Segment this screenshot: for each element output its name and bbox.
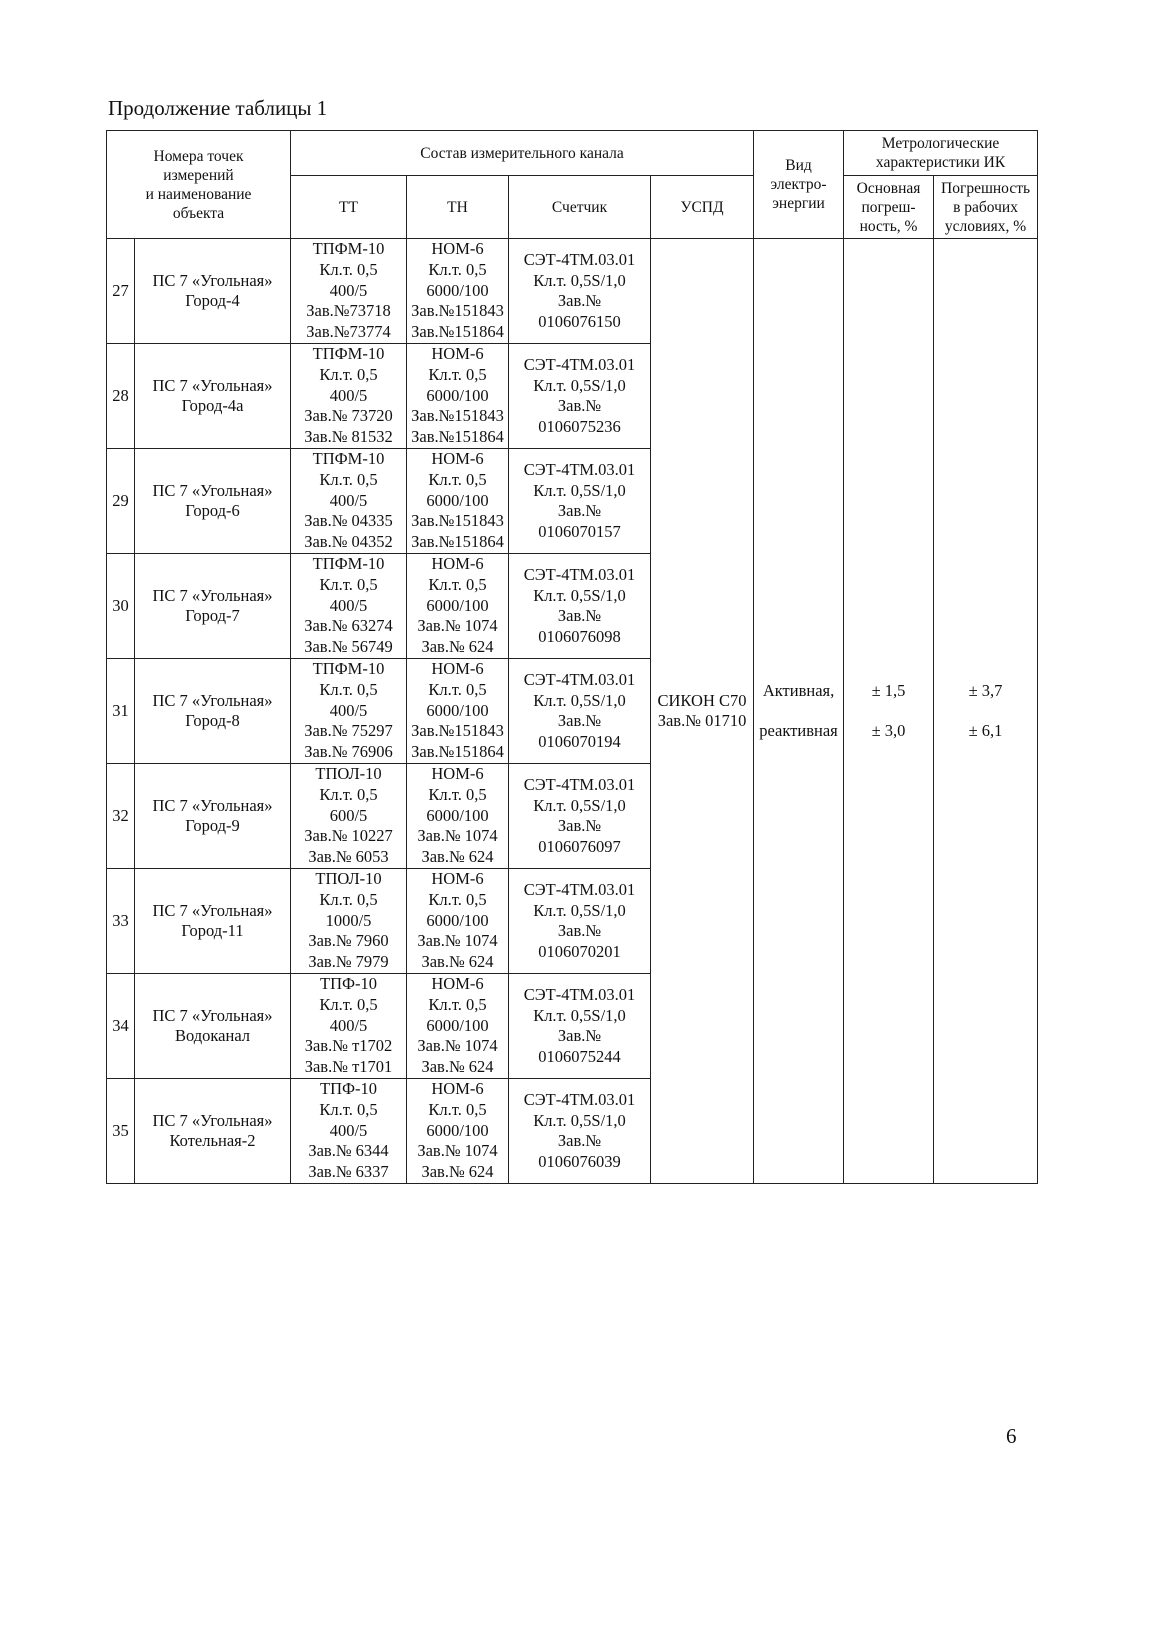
tt-cell-line: Зав.№ т1702 — [304, 1036, 393, 1056]
tn-cell-line: Зав.№ 624 — [421, 1162, 494, 1182]
header-points-line: объекта — [172, 204, 225, 222]
tt-cell-line: 400/5 — [329, 280, 368, 300]
meter-cell-line: СЭТ-4ТМ.03.01 — [523, 460, 636, 479]
header-energy-kind-line: Вид — [785, 157, 812, 174]
tn-cell-line: Зав.№151864 — [411, 742, 504, 762]
tn-cell-line: НОМ-6 — [431, 974, 484, 993]
meter-cell-line: Кл.т. 0,5S/1,0 — [533, 375, 626, 395]
meter-cell-line: Зав.№ — [557, 816, 602, 835]
tt-cell-line: Кл.т. 0,5 — [319, 784, 378, 804]
tn-cell — [407, 239, 509, 344]
header-points-line: и наименование — [145, 185, 252, 203]
header-basic-error-line: ность, % — [859, 217, 918, 235]
object-name-line: ПС 7 «Угольная» — [152, 900, 273, 920]
tt-cell-line: ТПФ-10 — [319, 1079, 378, 1098]
tt-cell-line: 400/5 — [329, 1120, 368, 1140]
tn-cell-line: Кл.т. 0,5 — [428, 574, 487, 594]
tt-cell — [291, 554, 407, 659]
header-basic-error — [844, 176, 934, 239]
meter-cell — [509, 449, 651, 554]
meter-cell-line: Кл.т. 0,5S/1,0 — [533, 585, 626, 605]
tn-cell-line: 6000/100 — [426, 1015, 489, 1035]
row-number: 35 — [107, 1079, 135, 1184]
tt-cell — [291, 1079, 407, 1184]
meter-cell-line: СЭТ-4ТМ.03.01 — [523, 775, 636, 794]
tt-cell — [291, 974, 407, 1079]
object-name — [135, 239, 291, 344]
tt-cell-line: ТПФМ-10 — [312, 554, 385, 573]
work-error-reactive: ± 6,1 — [968, 721, 1003, 740]
tn-cell-line: Зав.№ 1074 — [417, 931, 498, 951]
meter-cell-line: 0106076098 — [538, 626, 621, 646]
energy-kind-active: Активная, — [762, 680, 835, 700]
object-name-line: ПС 7 «Угольная» — [152, 1110, 273, 1130]
tt-cell-line: Зав.№ 6053 — [308, 847, 389, 867]
tn-cell-line: Зав.№151843 — [411, 721, 504, 741]
energy-kind-reactive: реактивная — [759, 721, 838, 740]
row-number: 31 — [107, 659, 135, 764]
tt-cell-line: Зав.№ 7979 — [308, 952, 389, 972]
meter-cell-line: Кл.т. 0,5S/1,0 — [533, 270, 626, 290]
object-name-line: ПС 7 «Угольная» — [152, 585, 273, 605]
uspd-cell-line: СИКОН С70 — [657, 690, 747, 710]
meter-cell-line: Кл.т. 0,5S/1,0 — [533, 1005, 626, 1025]
tt-cell-line: Зав.№ 7960 — [308, 931, 389, 951]
meter-cell-line: Зав.№ — [557, 501, 602, 520]
meter-cell-line: Кл.т. 0,5S/1,0 — [533, 690, 626, 710]
basic-error-cell — [844, 239, 934, 1184]
page-number: 6 — [1006, 1424, 1017, 1448]
meter-cell-line: СЭТ-4ТМ.03.01 — [523, 1090, 636, 1109]
tn-cell-line: Зав.№151864 — [411, 532, 504, 552]
tn-cell-line: Кл.т. 0,5 — [428, 784, 487, 804]
tn-cell-line: НОМ-6 — [431, 344, 484, 363]
tt-cell-line: 400/5 — [329, 1015, 368, 1035]
meter-cell — [509, 974, 651, 1079]
tn-cell-line: Зав.№151843 — [411, 406, 504, 426]
object-name-line: ПС 7 «Угольная» — [152, 270, 273, 290]
header-energy-kind-line: энергии — [772, 195, 825, 212]
meter-cell-line: СЭТ-4ТМ.03.01 — [523, 250, 636, 269]
tn-cell-line: Зав.№ 1074 — [417, 1036, 498, 1056]
tn-cell-line: Зав.№ 624 — [421, 952, 494, 972]
tn-cell-line: Кл.т. 0,5 — [428, 1099, 487, 1119]
object-name — [135, 554, 291, 659]
header-composition: Состав измерительного канала — [291, 131, 754, 176]
header-metrology-line: Метрологические — [881, 135, 1000, 152]
row-number: 34 — [107, 974, 135, 1079]
object-name-line: ПС 7 «Угольная» — [152, 375, 273, 395]
tt-cell-line: Кл.т. 0,5 — [319, 574, 378, 594]
header-work-error — [934, 176, 1038, 239]
object-name-line: Город-7 — [185, 606, 240, 625]
tn-cell-line: НОМ-6 — [431, 764, 484, 783]
meter-cell-line: Зав.№ — [557, 921, 602, 940]
tt-cell-line: Зав.№ 6337 — [308, 1162, 389, 1182]
tn-cell-line: Кл.т. 0,5 — [428, 259, 487, 279]
tn-cell-line: НОМ-6 — [431, 1079, 484, 1098]
tt-cell-line: Зав.№ 10227 — [304, 826, 393, 846]
tn-cell-line: НОМ-6 — [431, 239, 484, 258]
meter-cell-line: СЭТ-4ТМ.03.01 — [523, 355, 636, 374]
row-number: 33 — [107, 869, 135, 974]
tn-cell-line: Зав.№ 624 — [421, 847, 494, 867]
meter-cell-line: СЭТ-4ТМ.03.01 — [523, 565, 636, 584]
tn-cell-line: Кл.т. 0,5 — [428, 994, 487, 1014]
meter-cell-line: СЭТ-4ТМ.03.01 — [523, 670, 636, 689]
tn-cell-line: 6000/100 — [426, 1120, 489, 1140]
tt-cell-line: ТПФМ-10 — [312, 239, 385, 258]
tt-cell-line: Кл.т. 0,5 — [319, 259, 378, 279]
tt-cell-line: Зав.№73718 — [306, 301, 391, 321]
tn-cell-line: Зав.№ 624 — [421, 637, 494, 657]
header-metrology — [844, 131, 1038, 176]
tt-cell — [291, 449, 407, 554]
meter-cell-line: 0106076039 — [538, 1151, 621, 1171]
tt-cell — [291, 869, 407, 974]
tn-cell — [407, 659, 509, 764]
tn-cell-line: 6000/100 — [426, 490, 489, 510]
tn-cell-line: Кл.т. 0,5 — [428, 364, 487, 384]
object-name — [135, 974, 291, 1079]
header-tt: ТТ — [291, 176, 407, 239]
object-name-line: ПС 7 «Угольная» — [152, 1005, 273, 1025]
object-name — [135, 764, 291, 869]
meter-cell-line: 0106076097 — [538, 836, 621, 856]
tt-cell-line: ТПФМ-10 — [312, 659, 385, 678]
meter-cell-line: Зав.№ — [557, 711, 602, 730]
tn-cell — [407, 449, 509, 554]
meter-cell — [509, 764, 651, 869]
object-name — [135, 1079, 291, 1184]
header-uspd: УСПД — [651, 176, 754, 239]
meter-cell-line: 0106070194 — [538, 731, 621, 751]
tt-cell-line: 600/5 — [329, 805, 368, 825]
tn-cell-line: НОМ-6 — [431, 869, 484, 888]
work-error-cell — [934, 239, 1038, 1184]
tn-cell-line: Зав.№151864 — [411, 322, 504, 342]
tt-cell-line: Зав.№ 56749 — [304, 637, 393, 657]
tn-cell — [407, 974, 509, 1079]
work-error-active: ± 3,7 — [968, 680, 1003, 700]
tt-cell — [291, 239, 407, 344]
meter-cell — [509, 659, 651, 764]
tt-cell-line: Зав.№73774 — [306, 322, 391, 342]
tt-cell-line: Кл.т. 0,5 — [319, 469, 378, 489]
object-name-line: ПС 7 «Угольная» — [152, 480, 273, 500]
tt-cell-line: 400/5 — [329, 490, 368, 510]
header-points — [107, 131, 291, 239]
header-tn: ТН — [407, 176, 509, 239]
energy-kind-cell — [754, 239, 844, 1184]
tt-cell-line: ТПОЛ-10 — [315, 869, 382, 888]
tt-cell-line: Зав.№ 6344 — [308, 1141, 389, 1161]
tt-cell-line: 1000/5 — [325, 910, 372, 930]
tn-cell-line: 6000/100 — [426, 805, 489, 825]
tn-cell-line: 6000/100 — [426, 910, 489, 930]
meter-cell-line: Зав.№ — [557, 1026, 602, 1045]
tt-cell-line: Кл.т. 0,5 — [319, 1099, 378, 1119]
tn-cell-line: НОМ-6 — [431, 554, 484, 573]
tn-cell-line: НОМ-6 — [431, 659, 484, 678]
object-name — [135, 659, 291, 764]
header-basic-error-line: Основная — [856, 179, 921, 197]
meter-cell-line: Зав.№ — [557, 291, 602, 310]
meter-cell-line: Зав.№ — [557, 396, 602, 415]
tn-cell — [407, 1079, 509, 1184]
tn-cell — [407, 764, 509, 869]
tn-cell-line: 6000/100 — [426, 595, 489, 615]
meter-cell-line: 0106075236 — [538, 416, 621, 436]
meter-cell — [509, 554, 651, 659]
table-body — [107, 239, 1038, 1184]
tt-cell-line: Зав.№ 04352 — [304, 532, 393, 552]
tt-cell-line: Зав.№ 63274 — [304, 616, 393, 636]
tn-cell-line: НОМ-6 — [431, 449, 484, 468]
object-name-line: Город-9 — [185, 816, 240, 835]
header-work-error-line: Погрешность — [941, 179, 1031, 197]
tn-cell-line: Зав.№151864 — [411, 427, 504, 447]
meter-cell-line: 0106075244 — [538, 1046, 621, 1066]
tt-cell-line: Кл.т. 0,5 — [319, 679, 378, 699]
header-points-line: Номера точек — [153, 147, 244, 165]
uspd-cell — [651, 239, 754, 1184]
meter-cell-line: Кл.т. 0,5S/1,0 — [533, 480, 626, 500]
header-work-error-line: в рабочих — [953, 198, 1018, 216]
header-work-error-line: условиях, % — [944, 217, 1027, 235]
tt-cell-line: 400/5 — [329, 385, 368, 405]
tt-cell-line: Кл.т. 0,5 — [319, 889, 378, 909]
tt-cell-line: Кл.т. 0,5 — [319, 994, 378, 1014]
header-points-line: измерений — [163, 166, 234, 184]
meter-cell-line: Зав.№ — [557, 1131, 602, 1150]
meter-cell-line: 0106070201 — [538, 941, 621, 961]
basic-error-active: ± 1,5 — [871, 680, 906, 700]
tt-cell-line: 400/5 — [329, 700, 368, 720]
object-name-line: ПС 7 «Угольная» — [152, 690, 273, 710]
tn-cell-line: Зав.№151843 — [411, 511, 504, 531]
measurement-channels-table — [106, 130, 1038, 1184]
tn-cell — [407, 344, 509, 449]
tt-cell-line: Кл.т. 0,5 — [319, 364, 378, 384]
meter-cell — [509, 239, 651, 344]
tt-cell-line: Зав.№ 73720 — [304, 406, 393, 426]
object-name-line: Котельная-2 — [169, 1131, 256, 1150]
row-number: 30 — [107, 554, 135, 659]
header-metrology-line: характеристики ИК — [875, 154, 1006, 171]
tt-cell-line: 400/5 — [329, 595, 368, 615]
basic-error-reactive: ± 3,0 — [871, 721, 906, 740]
meter-cell-line: Кл.т. 0,5S/1,0 — [533, 795, 626, 815]
tt-cell-line: Зав.№ т1701 — [304, 1057, 393, 1077]
row-number: 28 — [107, 344, 135, 449]
tn-cell — [407, 554, 509, 659]
tt-cell-line: ТПФМ-10 — [312, 449, 385, 468]
meter-cell-line: 0106076150 — [538, 311, 621, 331]
tn-cell-line: Кл.т. 0,5 — [428, 679, 487, 699]
object-name — [135, 449, 291, 554]
tt-cell — [291, 344, 407, 449]
tn-cell-line: Кл.т. 0,5 — [428, 889, 487, 909]
tn-cell-line: Зав.№151843 — [411, 301, 504, 321]
tt-cell-line: ТПОЛ-10 — [315, 764, 382, 783]
tt-cell-line: ТПФ-10 — [319, 974, 378, 993]
header-energy-kind — [754, 131, 844, 239]
object-name-line: Город-11 — [181, 921, 244, 940]
table-caption: Продолжение таблицы 1 — [108, 96, 328, 120]
object-name — [135, 869, 291, 974]
tt-cell — [291, 764, 407, 869]
tt-cell-line: Зав.№ 76906 — [304, 742, 393, 762]
tt-cell-line: Зав.№ 81532 — [304, 427, 393, 447]
header-energy-kind-line: электро- — [770, 176, 827, 193]
object-name-line: Водоканал — [174, 1026, 251, 1045]
row-number: 29 — [107, 449, 135, 554]
tn-cell-line: Зав.№ 1074 — [417, 826, 498, 846]
meter-cell — [509, 344, 651, 449]
meter-cell-line: 0106070157 — [538, 521, 621, 541]
tn-cell-line: 6000/100 — [426, 280, 489, 300]
meter-cell-line: СЭТ-4ТМ.03.01 — [523, 880, 636, 899]
meter-cell-line: Кл.т. 0,5S/1,0 — [533, 1110, 626, 1130]
object-name-line: Город-4 — [185, 291, 240, 310]
tt-cell-line: ТПФМ-10 — [312, 344, 385, 363]
tt-cell-line: Зав.№ 04335 — [304, 511, 393, 531]
object-name-line: Город-6 — [185, 501, 240, 520]
tn-cell-line: Кл.т. 0,5 — [428, 469, 487, 489]
row-number: 27 — [107, 239, 135, 344]
object-name-line: Город-8 — [185, 711, 240, 730]
meter-cell-line: Зав.№ — [557, 606, 602, 625]
header-basic-error-line: погреш- — [861, 198, 916, 216]
tn-cell-line: 6000/100 — [426, 700, 489, 720]
tn-cell-line: Зав.№ 1074 — [417, 616, 498, 636]
object-name-line: Город-4а — [181, 396, 244, 415]
meter-cell-line: Кл.т. 0,5S/1,0 — [533, 900, 626, 920]
tn-cell-line: 6000/100 — [426, 385, 489, 405]
tn-cell — [407, 869, 509, 974]
meter-cell — [509, 1079, 651, 1184]
header-meter: Счетчик — [509, 176, 651, 239]
tn-cell-line: Зав.№ 624 — [421, 1057, 494, 1077]
row-number: 32 — [107, 764, 135, 869]
object-name-line: ПС 7 «Угольная» — [152, 795, 273, 815]
meter-cell-line: СЭТ-4ТМ.03.01 — [523, 985, 636, 1004]
tn-cell-line: Зав.№ 1074 — [417, 1141, 498, 1161]
table-row — [107, 239, 1038, 344]
tt-cell — [291, 659, 407, 764]
object-name — [135, 344, 291, 449]
meter-cell — [509, 869, 651, 974]
uspd-cell-line: Зав.№ 01710 — [657, 711, 747, 730]
tt-cell-line: Зав.№ 75297 — [304, 721, 393, 741]
